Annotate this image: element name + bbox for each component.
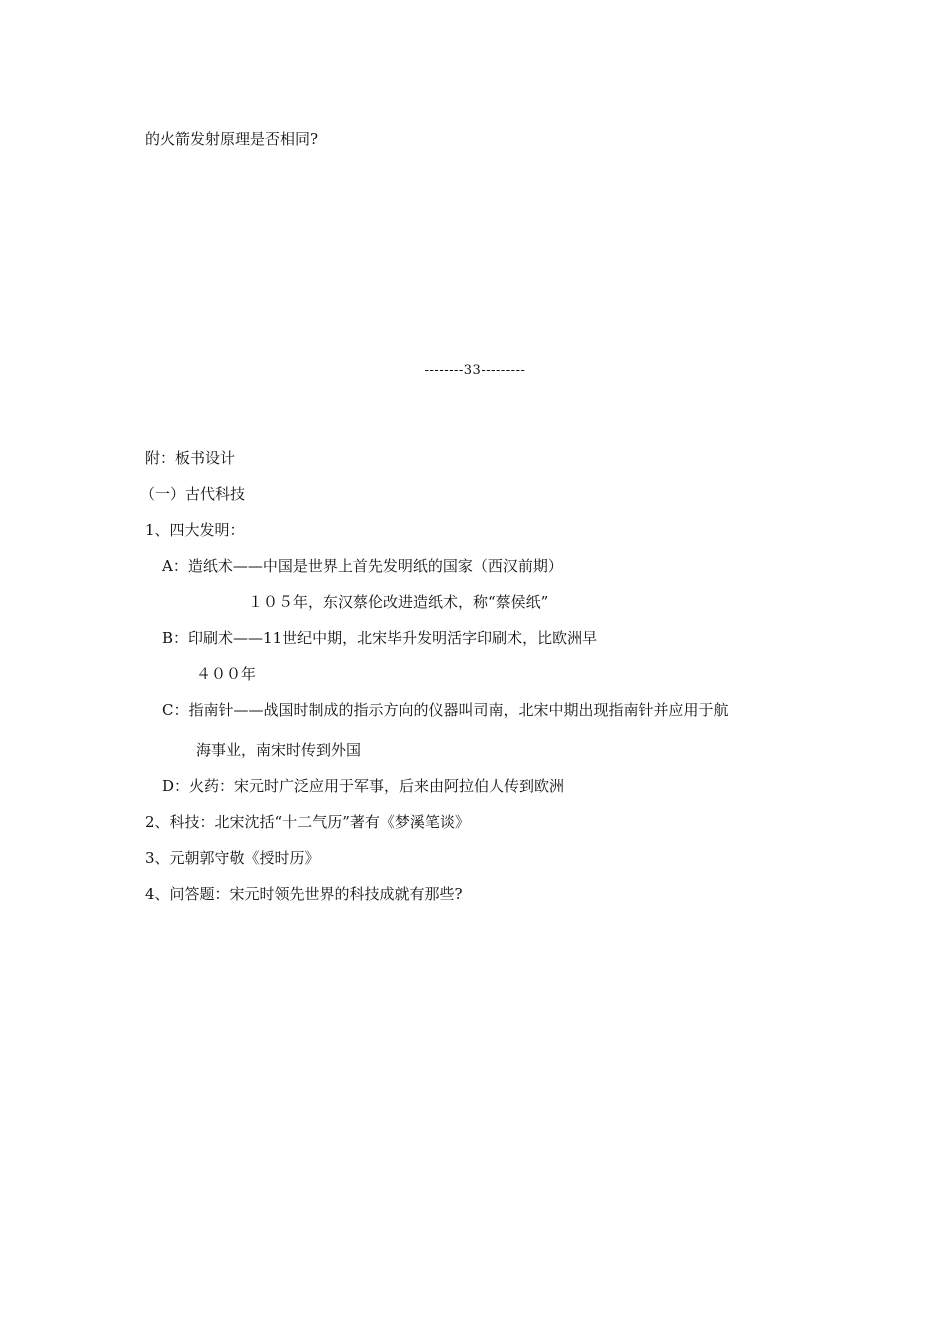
list-item-b-continuation: ４００年	[196, 665, 257, 683]
section-title: （一）古代科技	[140, 485, 246, 503]
page-number: --------33---------	[424, 363, 526, 378]
appendix-title: 附：板书设计	[145, 449, 236, 467]
list-item-c-continuation: 海事业，南宋时传到外国	[196, 741, 362, 759]
list-item-3: 3、元朝郭守敬《授时历》	[145, 849, 320, 867]
list-item-1: 1、四大发明：	[145, 521, 245, 539]
list-item-c-compass: C：指南针——战国时制成的指示方向的仪器叫司南，北宋中期出现指南针并应用于航	[162, 701, 729, 719]
list-item-b-printing: B：印刷术——11世纪中期，北宋毕升发明活字印刷术，比欧洲早	[162, 629, 598, 647]
list-item-4: 4、问答题：宋元时领先世界的科技成就有那些?	[145, 885, 463, 903]
list-item-2: 2、科技：北宋沈括“十二气历”著有《梦溪笔谈》	[145, 813, 470, 831]
continuation-line: 的火箭发射原理是否相同?	[145, 130, 319, 148]
list-item-a-papermaking: A：造纸术——中国是世界上首先发明纸的国家（西汉前期）	[162, 557, 563, 575]
list-item-a-continuation: １０５年，东汉蔡伦改进造纸术，称“蔡侯纸”	[248, 593, 549, 611]
list-item-d-gunpowder: D：火药：宋元时广泛应用于军事，后来由阿拉伯人传到欧洲	[162, 777, 565, 795]
